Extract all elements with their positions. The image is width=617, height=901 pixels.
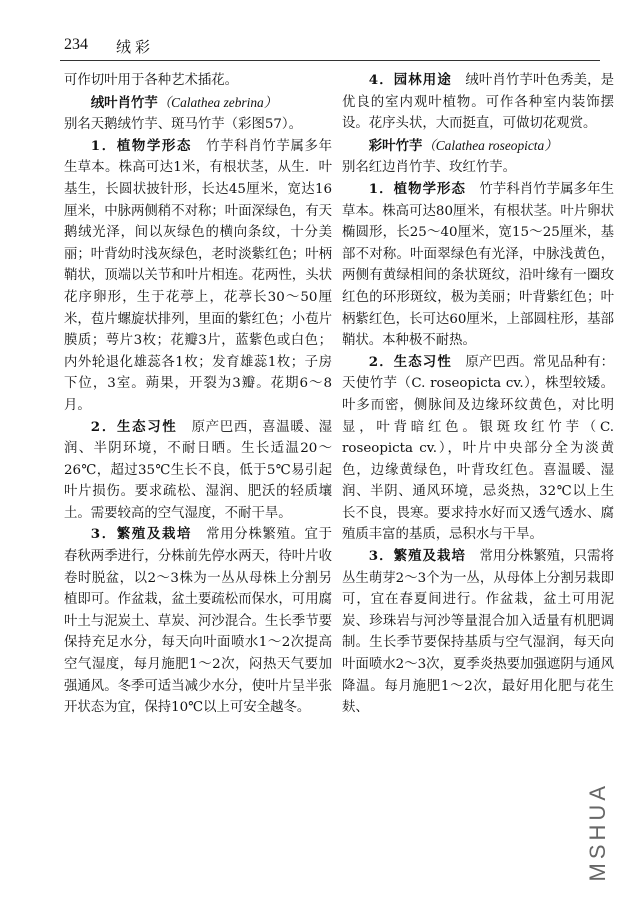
species-latin: （Calathea zebrina） bbox=[157, 94, 278, 110]
left-column bbox=[64, 70, 332, 719]
section-label: 3．繁殖及栽培 bbox=[90, 526, 193, 543]
right-column bbox=[342, 70, 614, 719]
section-label: 1．植物学形态 bbox=[90, 137, 193, 154]
paragraph bbox=[64, 417, 332, 525]
section-text: 绒叶肖竹芋叶色秀美，是优良的室内观叶植物。可作各种室内装饰摆设。花序头状，大而挺直，可做切花观赏。 bbox=[342, 73, 615, 132]
paragraph bbox=[64, 524, 332, 718]
section-label: 2．生态习性 bbox=[368, 353, 452, 370]
paragraph: 别名天鹅绒竹芋、斑马竹芋（彩图57）。 bbox=[64, 117, 302, 133]
paragraph bbox=[342, 352, 614, 546]
page-header bbox=[64, 36, 594, 60]
section-text: 原产巴西。常见品种有：天使竹芋（C. roseopicta cv.），株型较矮。叶多而密，侧脉间及边缘环纹黄色，对比明显，叶背暗红色。银斑玫红竹芋（C. roseopicta cv.），叶片中央部分全为淡黄色，边缘黄绿色，叶背玫红色。喜温暖、湿润、半阴、通风环境，忌炎热，32℃以上生长不良，畏寒。要求持水好而又透气透水、腐殖质丰富的基质，忌积水与干旱。 bbox=[342, 354, 615, 543]
section-label: 1．植物学形态 bbox=[368, 180, 466, 197]
paragraph: 别名红边肖竹芋、玫红竹芋。 bbox=[342, 160, 517, 176]
section-text: 常用分株繁殖。宜于春秋两季进行，分株前先停水两天，待叶片收卷时脱盆，以2～3株为一丛从母株上分割另植即可。作盆栽，盆土要疏松而保水，可用腐叶土与泥炭土、草炭、河沙混合。生长季节要保持充足水分，每天向叶面喷水1～2次提高空气湿度，每月施肥1～2次，闷热天气要加强通风。冬季可适当减少水分，使叶片呈半张开状态为宜，保持10℃以上可安全越冬。 bbox=[64, 527, 332, 716]
paragraph bbox=[342, 179, 614, 352]
species-name: 绒叶肖竹芋 bbox=[90, 94, 158, 111]
section-text: 竹芋科肖竹芋属多年生草本。株高可达1米，有根状茎，从生．叶基生，长圆状披针形，长达45厘米，宽达16厘米，中脉两侧稍不对称；叶面深绿色，有天鹅绒光泽，间以灰绿色的横向条纹，十分美丽；叶背幼时浅灰绿色，老时淡紫红色；叶柄鞘状，顶端以关节和叶片相连。花两性，头状花序卵形，生于花葶上，花葶长30～50厘米，苞片螺旋状排列，里面的紫红色；小苞片膜质；萼片3枚；花瓣3片，蓝紫色或白色；内外轮退化雄蕊各1枚；发育雄蕊1枚；子房下位，3室。蒴果，开裂为3瓣。花期6～8月。 bbox=[64, 138, 332, 413]
section-text: 常用分株繁殖，只需将丛生萌芽2～3个为一丛，从母体上分割另栽即可，宜在春夏间进行。作盆栽，盆土可用泥炭、珍珠岩与河沙等量混合加入适量有机肥调制。生长季节要保持基质与空气湿润，每天向叶面喷水2～3次，夏季炎热要加强遮阴与通风降温。每月施肥1～2次，最好用化肥与花生麸、 bbox=[342, 549, 614, 716]
species-name: 彩叶竹芋 bbox=[368, 137, 423, 154]
page-number: 234 bbox=[64, 36, 88, 53]
species-heading bbox=[64, 92, 332, 115]
paragraph bbox=[342, 546, 614, 719]
header-rule bbox=[60, 60, 600, 61]
species-latin: （Calathea roseopicta） bbox=[422, 137, 558, 153]
section-text: 原产巴西，喜温暖、湿润、半阴环境，不耐日晒。生长适温20～26℃，超过35℃生长不良，低于5℃易引起叶片损伤。要求疏松、湿润、肥沃的轻质壤土。需要较高的空气湿度，不耐干旱。 bbox=[64, 419, 333, 521]
section-label: 4．园林用途 bbox=[368, 72, 452, 88]
species-heading bbox=[342, 135, 614, 158]
section-label: 3．繁殖及栽培 bbox=[368, 548, 466, 565]
watermark-logo: MSHUA bbox=[585, 781, 610, 881]
paragraph bbox=[64, 136, 332, 417]
section-label: 2．生态习性 bbox=[90, 418, 178, 435]
paragraph: 可作切叶用于各种艺术插花。 bbox=[64, 73, 239, 88]
section-text: 竹芋科肖竹芋属多年生草本。株高可达80厘米，有根状茎。叶片卵状椭圆形，长25～40厘米，宽15～25厘米，基部不对称。叶面翠绿色有光泽，中脉浅黄色，两侧有黄绿相间的条状斑纹，沿叶缘有一圈玫红色的环形斑纹，极为美丽；叶背紫红色；叶柄紫红色，长可达60厘米，上部圆柱形，基部鞘状。本种极不耐热。 bbox=[342, 181, 614, 349]
paragraph bbox=[342, 70, 614, 135]
running-title: 绒彩 bbox=[116, 38, 155, 56]
